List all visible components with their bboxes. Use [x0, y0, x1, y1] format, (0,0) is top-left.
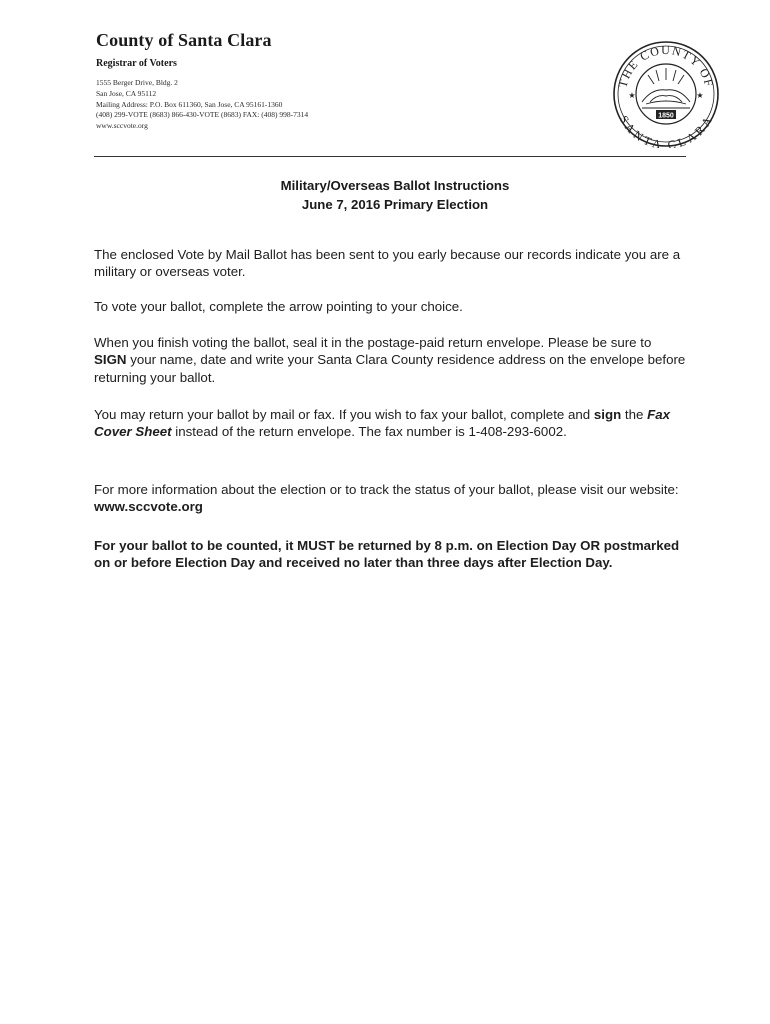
paragraph-intro: The enclosed Vote by Mail Ballot has been sent to you early because our records indicate you are a military or overseas voter.	[94, 247, 681, 280]
emphasis-sign: SIGN	[94, 352, 127, 368]
election-name: June 7, 2016 Primary Election	[301, 197, 489, 212]
phone-fax-line: (408) 299-VOTE (8683) 866-430-VOTE (8683) FAX: (408) 998-7314	[96, 110, 309, 120]
title-line: Military/Overseas Ballot Instructions	[280, 178, 510, 193]
county-seal-icon	[612, 40, 720, 148]
address-block	[96, 78, 308, 132]
paragraph-return-by-fax	[94, 406, 686, 441]
mailing-address-line: Mailing Address: P.O. Box 611360, San Jose, CA 95161-1360	[96, 99, 283, 109]
paragraph-more-info	[94, 481, 686, 516]
svg-text:★: ★	[696, 91, 704, 100]
text: your name, date and write your Santa Clara County residence address on the envelope before returning your ballot.	[94, 352, 686, 385]
paragraph-deadline: For your ballot to be counted, it MUST be returned by 8 p.m. on Election Day OR postmarked on or before Election Day and received no later than three days after Election Day.	[94, 538, 680, 571]
paragraph-seal-and-sign	[94, 334, 686, 386]
website-line: www.sccvote.org	[96, 121, 148, 131]
emphasis-sign: sign	[593, 407, 622, 422]
text: For more information about the election or to track the status of your ballot, please visit our website:	[94, 482, 679, 497]
letterhead	[96, 30, 308, 132]
address-line: San Jose, CA 95112	[96, 88, 157, 98]
address-line: 1555 Berger Drive, Bldg. 2	[96, 78, 178, 87]
text: You may return your ballot by mail or fax. If you wish to fax your ballot, complete and	[94, 407, 594, 422]
document-title	[0, 176, 770, 214]
header-divider	[94, 156, 686, 157]
text: the	[621, 407, 648, 422]
org-name: County of Santa Clara	[96, 30, 272, 50]
department-name: Registrar of Voters	[96, 58, 177, 69]
seal-year: 1850	[658, 112, 674, 120]
svg-text:★: ★	[628, 91, 636, 100]
svg-text:THE COUNTY OF	[616, 43, 717, 89]
paragraph-how-to-vote: To vote your ballot, complete the arrow pointing to your choice.	[94, 299, 463, 314]
text: instead of the return envelope. The fax number is 1-408-293-6002.	[171, 424, 567, 440]
seal-top-text: THE COUNTY OF	[615, 42, 717, 89]
seal-bottom-text: SANTA CLARA	[616, 113, 716, 148]
fax-cover-sheet-label: Fax Cover Sheet	[94, 407, 671, 440]
website-link: www.sccvote.org	[94, 499, 203, 515]
text: When you finish voting the ballot, seal it in the postage-paid return envelope. Please be sure to	[94, 335, 652, 350]
